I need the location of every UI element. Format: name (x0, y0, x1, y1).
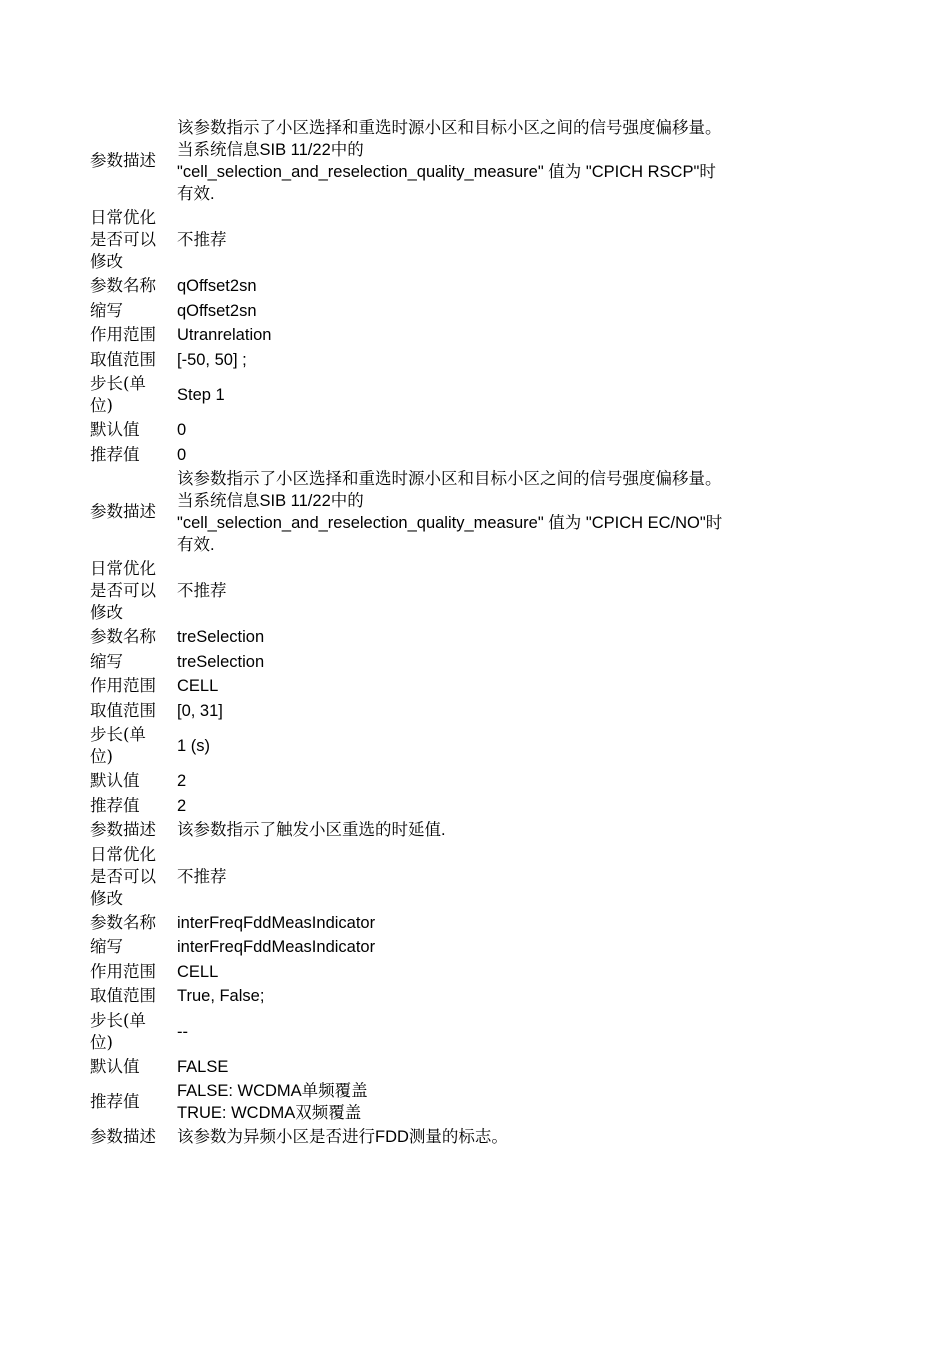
row-label: 参数描述 (90, 1127, 156, 1147)
row-label: 缩写 (90, 937, 123, 957)
row-value: treSelection (177, 652, 265, 671)
table-row (90, 275, 780, 300)
row-label: 作用范围 (90, 325, 156, 345)
parameter-table (90, 117, 780, 1151)
row-label: 缩写 (90, 651, 123, 671)
row-label: 取值范围 (90, 986, 156, 1006)
row-label: 作用范围 (90, 961, 156, 981)
row-value: FALSE: WCDMA单频覆盖 TRUE: WCDMA双频覆盖 (177, 1082, 368, 1122)
row-label: 取值范围 (90, 349, 156, 369)
row-value: FALSE (177, 1057, 229, 1076)
table-row (90, 300, 780, 325)
row-value: [-50, 50] ; (177, 350, 247, 369)
row-label: 推荐值 (90, 795, 140, 815)
row-value: interFreqFddMeasIndicator (177, 938, 376, 957)
row-value: CELL (177, 677, 219, 696)
row-label: 参数描述 (90, 151, 156, 170)
row-label: 日常优化 是否可以 修改 (90, 844, 156, 908)
row-label: 默认值 (90, 1056, 140, 1076)
table-row (90, 207, 780, 275)
row-label: 参数名称 (90, 276, 156, 296)
row-label: 参数名称 (90, 912, 156, 932)
table-row (90, 675, 780, 700)
row-value: -- (177, 1022, 188, 1041)
row-value: 该参数指示了小区选择和重选时源小区和目标小区之间的信号强度偏移量。 当系统信息SIB 11/22中的 "cell_selection_and_reselection_quality_measure" 值为 "CPICH RSCP"时 有效. (177, 119, 722, 203)
row-label: 默认值 (90, 420, 140, 440)
table-row (90, 444, 780, 469)
row-label: 取值范围 (90, 700, 156, 720)
table-row (90, 961, 780, 986)
table-row (90, 1080, 780, 1126)
row-value: Utranrelation (177, 326, 272, 345)
table-row (90, 936, 780, 961)
table-row (90, 419, 780, 444)
row-value: interFreqFddMeasIndicator (177, 913, 376, 932)
row-value: 不推荐 (177, 867, 227, 886)
table-row (90, 844, 780, 912)
row-label: 参数描述 (90, 502, 156, 521)
table-row (90, 912, 780, 937)
table-row (90, 558, 780, 626)
table-row (90, 324, 780, 349)
row-label: 步长(单 位) (90, 1010, 146, 1052)
row-label: 默认值 (90, 771, 140, 791)
table-row (90, 117, 780, 207)
row-value: qOffset2sn (177, 277, 257, 296)
row-value: 该参数指示了触发小区重选的时延值. (177, 821, 446, 840)
row-value: 该参数为异频小区是否进行FDD测量的标志。 (177, 1128, 508, 1147)
row-label: 日常优化 是否可以 修改 (90, 208, 156, 271)
row-value: 1 (s) (177, 737, 210, 755)
table-row (90, 1126, 780, 1151)
table-row (90, 795, 780, 820)
row-value: 该参数指示了小区选择和重选时源小区和目标小区之间的信号强度偏移量。 当系统信息SIB 11/22中的 "cell_selection_and_reselection_quality_measure" 值为 "CPICH EC/NO"时 有效. (177, 470, 723, 554)
row-value: CELL (177, 962, 219, 981)
row-value: treSelection (177, 628, 265, 647)
row-label: 推荐值 (90, 1092, 140, 1111)
row-label: 推荐值 (90, 444, 140, 464)
table-row (90, 373, 780, 419)
table-row (90, 724, 780, 770)
row-value: 2 (177, 772, 187, 791)
row-label: 参数名称 (90, 627, 156, 647)
row-value: 0 (177, 421, 187, 440)
table-row (90, 770, 780, 795)
table-row (90, 468, 780, 558)
row-value: [0, 31] (177, 701, 223, 720)
table-row (90, 1056, 780, 1081)
row-value: Step 1 (177, 386, 225, 404)
table-row (90, 819, 780, 844)
row-label: 缩写 (90, 300, 123, 320)
table-row (90, 700, 780, 725)
row-label: 作用范围 (90, 676, 156, 696)
row-value: 0 (177, 445, 187, 464)
row-value: qOffset2sn (177, 301, 257, 320)
table-row (90, 1010, 780, 1056)
table-row (90, 651, 780, 676)
row-label: 步长(单 位) (90, 374, 146, 415)
row-label: 日常优化 是否可以 修改 (90, 559, 156, 622)
table-row (90, 985, 780, 1010)
row-value: 2 (177, 796, 187, 815)
table-row (90, 626, 780, 651)
row-label: 步长(单 位) (90, 725, 146, 766)
row-value: 不推荐 (177, 582, 227, 600)
row-value: True, False; (177, 987, 265, 1006)
row-label: 参数描述 (90, 820, 156, 840)
table-row (90, 349, 780, 374)
row-value: 不推荐 (177, 231, 227, 249)
